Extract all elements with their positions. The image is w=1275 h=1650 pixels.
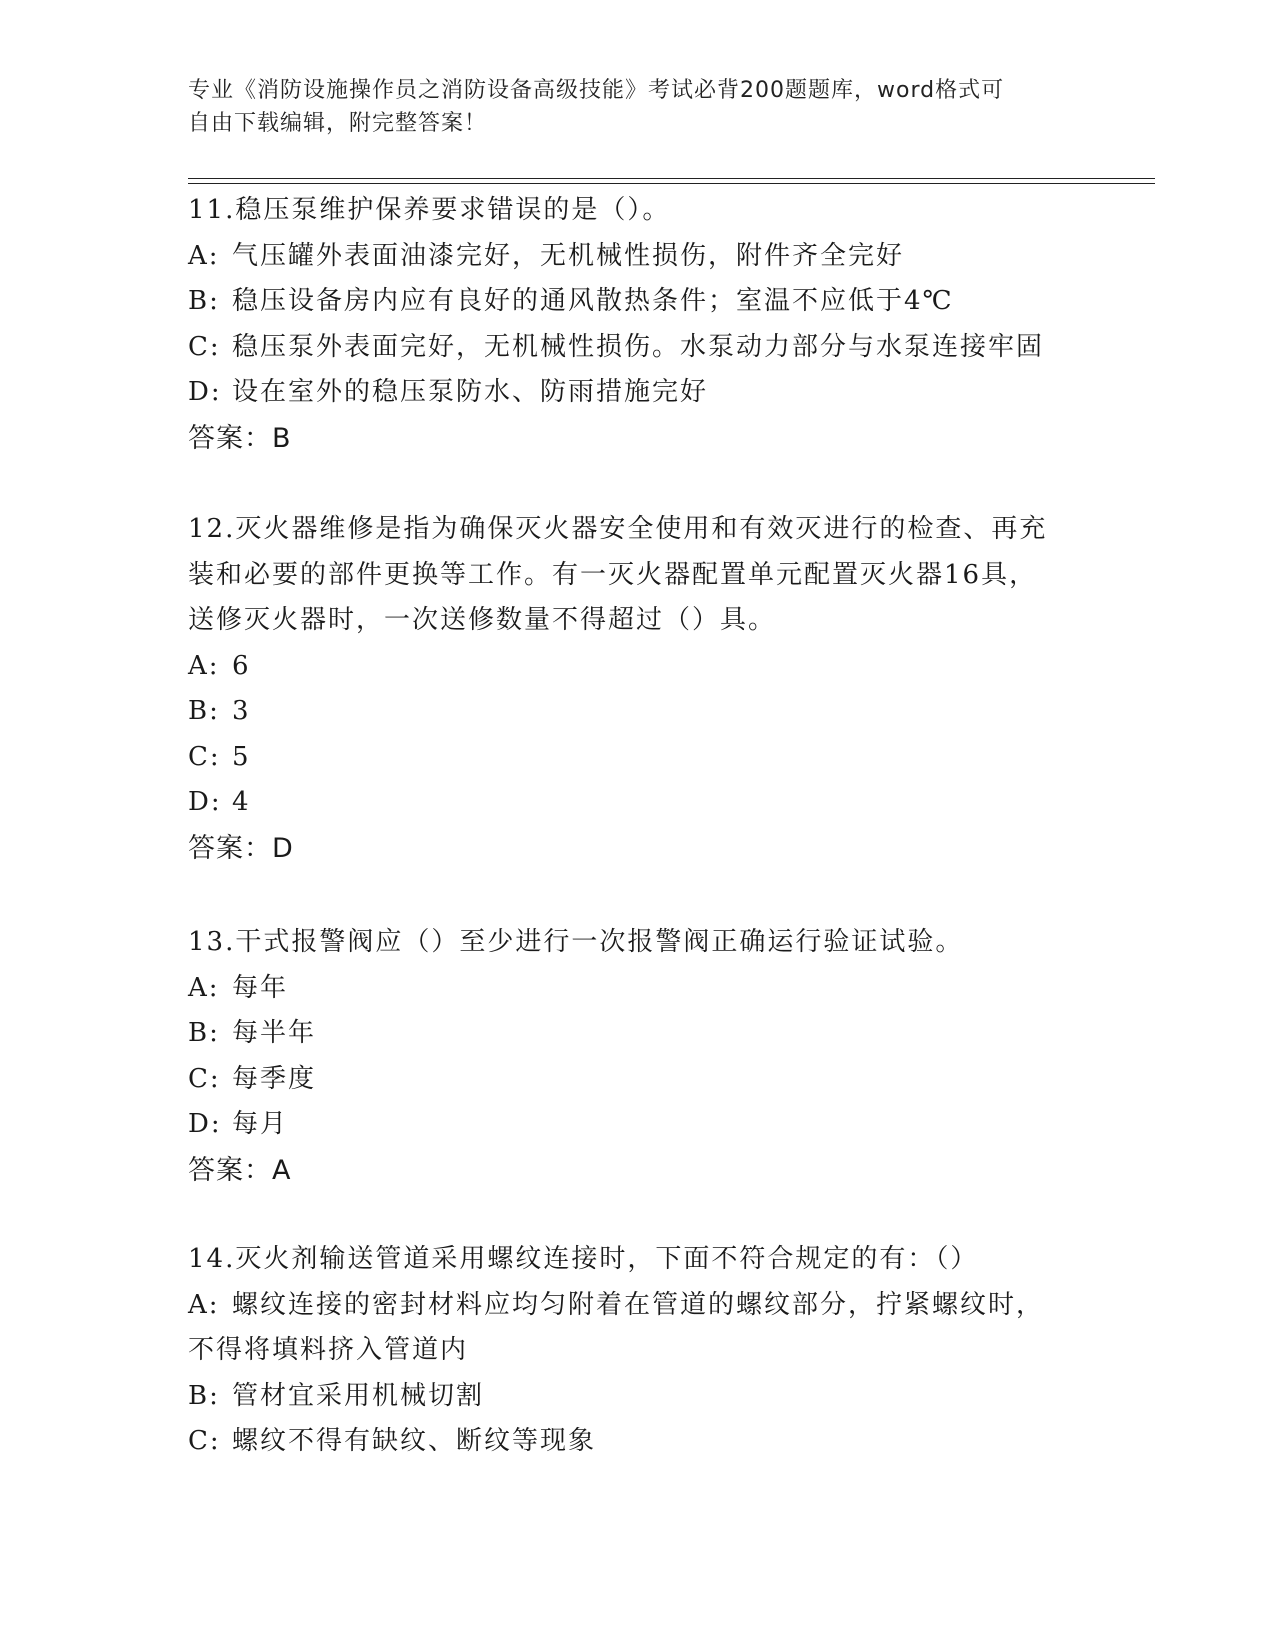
question-12: [188, 507, 1088, 872]
question-stem: 11.稳压泵维护保养要求错误的是（）。: [188, 195, 671, 225]
option-text: 每半年: [232, 1018, 317, 1048]
option-text: 每年: [232, 972, 289, 1003]
question-stem: 装和必要的部件更换等工作。有一灭火器配置单元配置灭火器16具，: [188, 559, 1038, 590]
answer-line: 答案：A: [188, 1154, 292, 1186]
option-b: [188, 1011, 1088, 1057]
option-a: [188, 966, 1088, 1012]
option-key: A:: [188, 650, 220, 681]
header-divider-top: [188, 178, 1155, 179]
option-text: 不得将填料挤入管道内: [188, 1335, 469, 1365]
option-b: [188, 689, 1088, 735]
option-key: A:: [188, 240, 220, 271]
option-text: 稳压设备房内应有良好的通风散热条件；室温不应低于4℃: [232, 286, 954, 316]
option-text: 螺纹不得有缺纹、断纹等现象: [232, 1426, 597, 1456]
answer-line: 答案：D: [188, 832, 294, 864]
question-14: [188, 1237, 1088, 1465]
option-key: C:: [188, 331, 221, 362]
option-key: D:: [188, 1109, 222, 1139]
option-key: C:: [188, 741, 221, 772]
option-a: [188, 234, 1088, 280]
question-stem: 送修灭火器时，一次送修数量不得超过（）具。: [188, 605, 777, 635]
option-text: 6: [232, 650, 251, 681]
option-a: [188, 644, 1088, 690]
option-text: 气压罐外表面油漆完好，无机械性损伤，附件齐全完好: [232, 240, 905, 271]
option-d: [188, 780, 1088, 826]
option-text: 螺纹连接的密封材料应均匀附着在管道的螺纹部分，拧紧螺纹时，: [232, 1289, 1045, 1320]
option-text: 每月: [232, 1109, 289, 1139]
option-text: 3: [232, 696, 251, 726]
option-c: [188, 325, 1088, 371]
option-key: A:: [188, 1289, 220, 1320]
option-text: 设在室外的稳压泵防水、防雨措施完好: [232, 377, 709, 407]
header-divider-bottom: [188, 183, 1155, 184]
option-key: A:: [188, 972, 220, 1003]
header-line-2: 自由下载编辑，附完整答案！: [188, 111, 488, 136]
option-a-continued: [188, 1328, 1088, 1374]
option-b: [188, 1374, 1088, 1420]
option-text: 管材宜采用机械切割: [232, 1380, 485, 1411]
option-c: [188, 1057, 1088, 1103]
question-13: [188, 920, 1088, 1194]
header-line-1: 专业《消防设施操作员之消防设备高级技能》考试必背200题题库，word格式可: [188, 78, 1005, 103]
question-stem: 14.灭火剂输送管道采用螺纹连接时，下面不符合规定的有：（）: [188, 1244, 979, 1274]
option-text: 4: [232, 787, 251, 817]
option-text: 5: [232, 741, 251, 772]
question-11: [188, 188, 1088, 462]
option-c: [188, 1419, 1088, 1465]
option-key: D:: [188, 787, 222, 817]
option-key: B:: [188, 1018, 220, 1048]
option-b: [188, 279, 1088, 325]
option-text: 稳压泵外表面完好，无机械性损伤。水泵动力部分与水泵连接牢固: [232, 331, 1045, 362]
option-c: [188, 735, 1088, 781]
question-stem: 12.灭火器维修是指为确保灭火器安全使用和有效灭进行的检查、再充: [188, 514, 1048, 544]
option-key: C:: [188, 1426, 221, 1456]
document-header: [188, 74, 1088, 140]
option-key: B:: [188, 286, 220, 316]
answer-line: 答案：B: [188, 422, 292, 454]
option-key: B:: [188, 1380, 220, 1411]
option-d: [188, 1102, 1088, 1148]
option-key: D:: [188, 377, 222, 407]
option-key: C:: [188, 1063, 221, 1094]
option-a: [188, 1283, 1088, 1329]
option-d: [188, 370, 1088, 416]
question-stem: 13.干式报警阀应（）至少进行一次报警阀正确运行验证试验。: [188, 927, 964, 957]
option-key: B:: [188, 696, 220, 726]
option-text: 每季度: [232, 1063, 317, 1094]
